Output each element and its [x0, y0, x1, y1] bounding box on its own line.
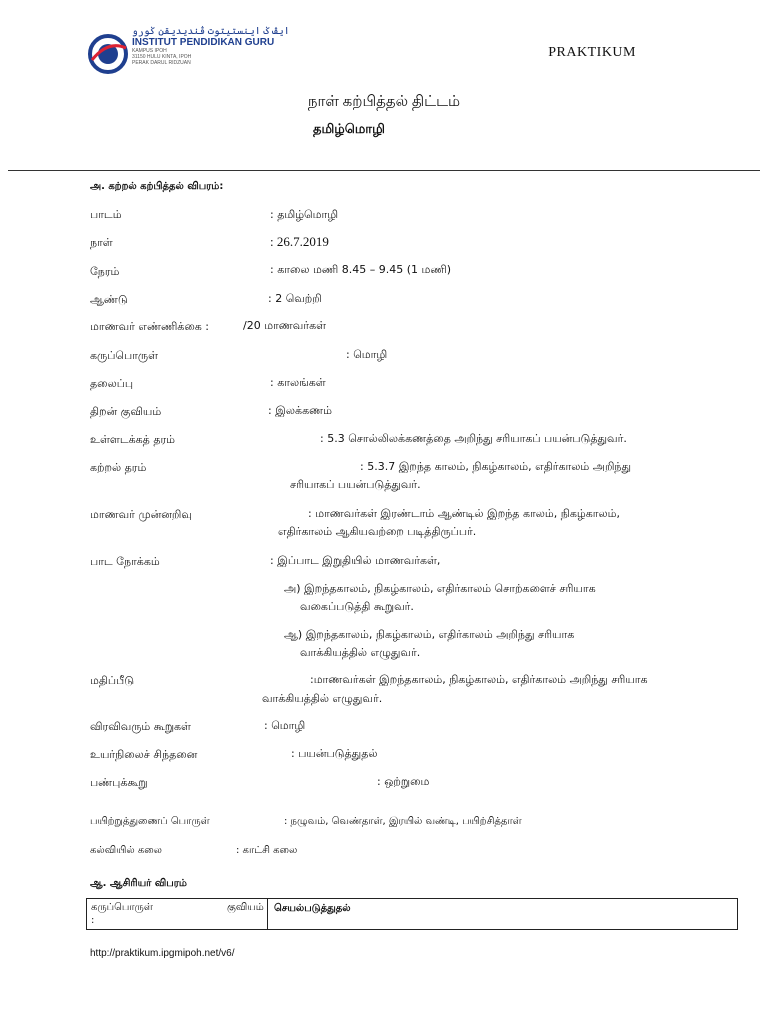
value-learning-standard-cont: சரியாகப் பயன்படுத்துவர்.	[290, 478, 421, 491]
value-date: : 26.7.2019	[270, 234, 329, 249]
value-arts-in-education: : காட்சி கலை	[236, 845, 298, 856]
label-subject: பாடம்	[90, 208, 122, 221]
value-content-standard: : 5.3 சொல்லிலக்கணத்தை அறிந்து சரியாகப் பயன்படுத்துவர்.	[320, 432, 627, 445]
table-theme-label: கருப்பொருள்	[91, 902, 153, 913]
label-content-standard: உள்ளடக்கத் தரம்	[90, 433, 176, 446]
table-implementation-header: செயல்படுத்துதல்	[274, 903, 351, 914]
label-skill-focus: திறன் குவியம்	[90, 405, 162, 418]
value-values: : ஒற்றுமை	[377, 775, 430, 788]
teacher-details-table	[86, 898, 738, 930]
page-title: நாள் கற்பித்தல் திட்டம்	[307, 94, 461, 110]
objective-a-cont: வகைப்படுத்தி கூறுவர்.	[300, 600, 414, 613]
institute-logo	[86, 26, 290, 82]
value-teaching-aids: : நழுவம், வெண்தாள், இரயில் வண்டி, பயிற்சித்தாள்	[284, 816, 522, 827]
label-assessment: மதிப்பீடு	[90, 674, 135, 687]
label-arts-in-education: கல்வியில் கலை	[90, 845, 162, 856]
value-assessment-cont: வாக்கியத்தில் எழுதுவர்.	[262, 692, 383, 705]
objective-b-cont: வாக்கியத்தில் எழுதுவர்.	[300, 646, 421, 659]
ipg-emblem-icon	[86, 30, 130, 78]
header-divider	[8, 170, 760, 171]
objective-a: அ) இறந்தகாலம், நிகழ்காலம், எதிர்காலம் சொற்களைச் சரியாக	[284, 582, 596, 595]
value-assessment: :மாணவர்கள் இறந்தகாலம், நிகழ்காலம், எதிர்காலம் அறிந்து சரியாக	[310, 673, 648, 686]
logo-address-2: PERAK DARUL RIDZUAN	[132, 60, 191, 66]
value-topic: : காலங்கள்	[270, 376, 326, 389]
value-subject: : தமிழ்மொழி	[270, 208, 339, 221]
value-prior-knowledge: : மாணவர்கள் இரண்டாம் ஆண்டில் இறந்த காலம், நிகழ்காலம்,	[308, 507, 620, 520]
value-objective: : இப்பாட இறுதியில் மாணவர்கள்,	[270, 554, 441, 567]
section-a-heading: அ. கற்றல் கற்பித்தல் விபரம்:	[90, 181, 224, 192]
table-focus-label: குவியம்	[227, 902, 264, 913]
label-student-count: மாணவர் எண்ணிக்கை :	[90, 320, 209, 333]
value-student-count: /20 மாணவர்கள்	[243, 319, 327, 332]
label-date: நாள்	[90, 236, 113, 249]
value-skill-focus: : இலக்கணம்	[268, 404, 332, 417]
value-time: : காலை மணி 8.45 – 9.45 (1 மணி)	[270, 263, 451, 276]
label-values: பண்புக்கூறு	[90, 776, 148, 789]
section-b-heading: ஆ. ஆசிரியர் விபரம்	[90, 878, 187, 889]
footer-url: http://praktikum.ipgmipoh.net/v6/	[90, 948, 235, 959]
logo-institute-name: INSTITUT PENDIDIKAN GURU	[132, 37, 275, 48]
logo-address-1: 31150 HULU KINTA, IPOH	[132, 54, 192, 60]
label-hots: உயர்நிலைச் சிந்தனை	[90, 748, 198, 761]
label-year: ஆண்டு	[90, 293, 128, 306]
label-topic: தலைப்பு	[90, 377, 134, 390]
value-theme: : மொழி	[346, 348, 388, 361]
label-cross-curricular: விரவிவரும் கூறுகள்	[90, 720, 191, 733]
label-teaching-aids: பயிற்றுத்துணைப் பொருள்	[90, 816, 210, 827]
value-prior-knowledge-cont: எதிர்காலம் ஆகியவற்றை படித்திருப்பர்.	[278, 525, 477, 538]
table-cell-theme-focus	[87, 899, 268, 929]
table-colon: :	[91, 915, 95, 926]
value-cross-curricular: : மொழி	[264, 719, 306, 732]
logo-campus: KAMPUS IPOH	[132, 48, 167, 54]
label-prior-knowledge: மாணவர் முன்னறிவு	[90, 508, 192, 521]
label-theme: கருப்பொருள்	[90, 349, 159, 362]
value-hots: : பயன்படுத்துதல்	[291, 747, 378, 760]
label-objective: பாட நோக்கம்	[90, 555, 160, 568]
header-praktikum: PRAKTIKUM	[548, 45, 636, 60]
label-time: நேரம்	[90, 265, 120, 278]
label-learning-standard: கற்றல் தரம்	[90, 461, 147, 474]
value-learning-standard: : 5.3.7 இறந்த காலம், நிகழ்காலம், எதிர்காலம் அறிந்து	[360, 460, 631, 473]
objective-b: ஆ) இறந்தகாலம், நிகழ்காலம், எதிர்காலம் அறிந்து சரியாக	[284, 628, 575, 641]
value-year: : 2 வெற்றி	[268, 292, 322, 305]
logo-arabic-text: ايڤ ݢ اينستيتوت ڤنديديقن ݢورو	[132, 26, 290, 37]
page-subtitle: தமிழ்மொழி	[313, 122, 385, 137]
